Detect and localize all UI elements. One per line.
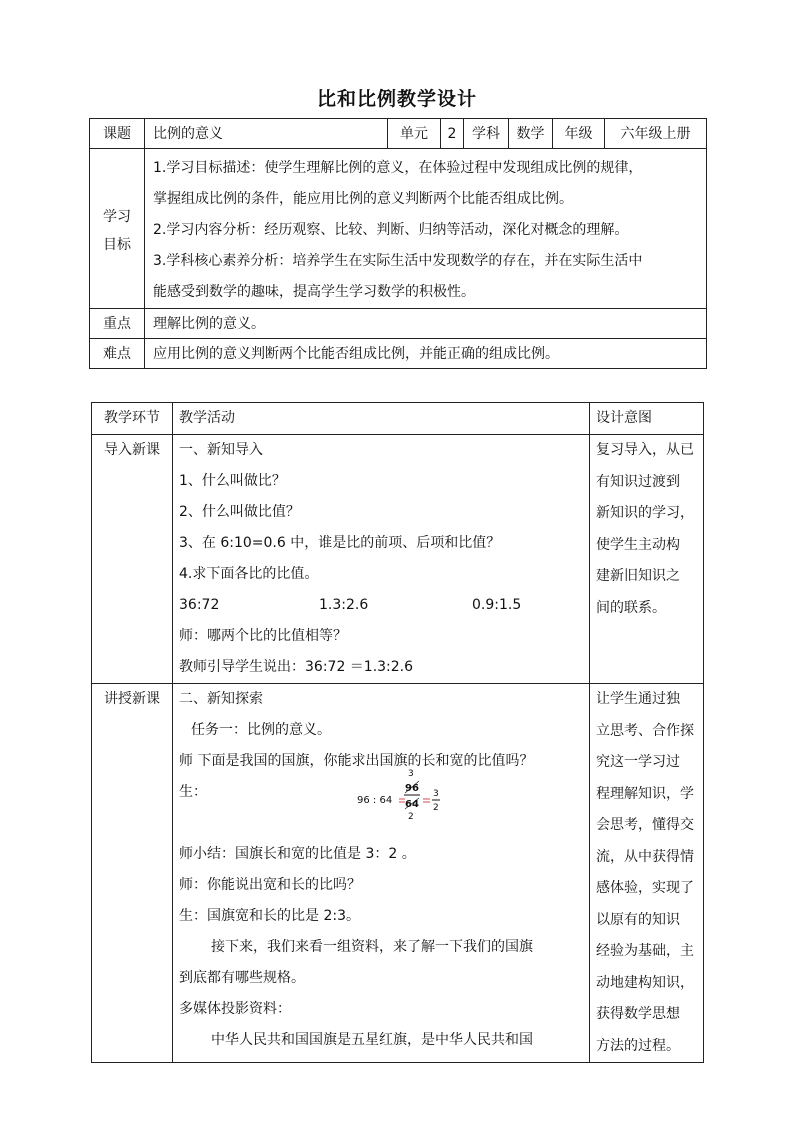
intent-line: 建新旧知识之 [596, 568, 680, 584]
teaching-process-table [91, 402, 704, 1063]
activity-line: 生： [179, 784, 207, 800]
lesson-info-table [89, 118, 707, 369]
activity-line: 师 下面是我国的国旗，你能求出国旗的长和宽的比值吗？ [179, 753, 534, 769]
goal-line: 1.学习目标描述：使学生理解比例的意义，在体验过程中发现组成比例的规律， [153, 160, 643, 176]
lesson-label: 课题 [90, 119, 145, 149]
activity-new [173, 684, 590, 1063]
key-label: 重点 [90, 309, 145, 339]
activity-line: 任务一：比例的意义。 [191, 722, 331, 738]
unit-value: 2 [441, 119, 464, 149]
goal-line: 掌握组成比例的条件，能应用比例的意义判断两个比能否组成比例。 [153, 191, 573, 207]
header-intent: 设计意图 [590, 403, 704, 435]
formula-result-den: 2 [433, 803, 439, 813]
activity-line: 3、在 6:10=0.6 中，谁是比的前项、后项和比值？ [179, 535, 501, 551]
goal-line: 3.学科核心素养分析：培养学生在实际生活中发现数学的存在，并在实际生活中 [153, 253, 643, 269]
intent-line: 方法的过程。 [596, 1037, 680, 1054]
subject-label: 学科 [464, 119, 509, 149]
difficulty-value: 应用比例的意义判断两个比能否组成比例，并能正确的组成比例。 [145, 339, 707, 369]
intent-line: 新知识的学习， [596, 505, 694, 521]
intent-line: 复习导入，从已 [596, 442, 694, 458]
formula-den: 64 [405, 799, 419, 810]
ratio-item: 36:72 [179, 597, 220, 613]
ratio-item: 1.3:2.6 [319, 597, 369, 613]
activity-line: 师小结：国旗长和宽的比值是 3：2 。 [179, 846, 416, 862]
activity-line: 教师引导学生说出：36:72 ＝1.3:2.6 [179, 659, 414, 675]
intent-line: 有知识过渡到 [596, 473, 680, 490]
intent-line: 流，从中获得情 [596, 848, 694, 865]
intent-line: 让学生通过独 [596, 691, 680, 707]
grade-value: 六年级上册 [605, 119, 707, 149]
activity-line: 多媒体投影资料： [179, 1001, 291, 1017]
intent-line: 间的联系。 [596, 599, 666, 616]
formula-den-small: 2 [408, 812, 414, 822]
intent-line: 立思考、合作探 [596, 722, 694, 739]
formula-left: 96 : 64 [357, 795, 393, 806]
stage-new: 讲授新课 [92, 684, 173, 1063]
page-title: 比和比例教学设计 [316, 88, 477, 110]
intent-line: 使学生主动构 [596, 536, 680, 553]
intent-line: 感体验，实现了 [596, 880, 694, 896]
ratio-formula [357, 767, 467, 831]
activity-line: 2、什么叫做比值？ [179, 504, 300, 520]
activity-line: 到底都有哪些规格。 [179, 970, 305, 986]
header-activity: 教学活动 [173, 403, 590, 435]
intent-new [590, 684, 704, 1063]
intent-line: 究这一学习过 [596, 754, 680, 770]
header-stage: 教学环节 [92, 403, 173, 435]
activity-line: 4.求下面各比的比值。 [179, 566, 319, 582]
activity-line: 二、新知探索 [179, 691, 263, 707]
grade-label: 年级 [553, 119, 605, 149]
ratio-formula-row [179, 769, 586, 839]
formula-result-num: 3 [433, 789, 439, 799]
lesson-value: 比例的意义 [145, 119, 388, 149]
intent-line: 程理解知识，学 [596, 785, 694, 802]
goal-line: 能感受到数学的趣味，提高学生学习数学的积极性。 [153, 284, 475, 300]
activity-intro [173, 435, 590, 684]
intent-line: 获得数学思想 [596, 1006, 680, 1022]
intent-line: 会思考，懂得交 [596, 817, 694, 833]
formula-num: 96 [405, 783, 419, 794]
difficulty-label: 难点 [90, 339, 145, 369]
goals-label: 学习 目标 [90, 149, 145, 309]
key-value: 理解比例的意义。 [145, 309, 707, 339]
goal-line: 2.学习内容分析：经历观察、比较、判断、归纳等活动，深化对概念的理解。 [153, 222, 629, 238]
intent-line: 经验为基础，主 [596, 943, 694, 959]
intent-line: 以原有的知识 [596, 911, 680, 928]
activity-line: 接下来，我们来看一组资料，来了解一下我们的国旗 [211, 939, 533, 955]
formula-num-small: 3 [408, 769, 414, 779]
activity-line: 生：国旗宽和长的比是 2:3。 [179, 908, 360, 924]
subject-value: 数学 [509, 119, 553, 149]
intent-line: 动地建构知识， [596, 974, 694, 991]
activity-line: 师：哪两个比的比值相等？ [179, 628, 347, 644]
activity-line: 中华人民共和国国旗是五星红旗，是中华人民共和国 [211, 1032, 533, 1048]
stage-intro: 导入新课 [92, 435, 173, 684]
goals-content [145, 149, 707, 309]
activity-line: 师：你能说出宽和长的比吗？ [179, 877, 361, 893]
ratio-list [179, 590, 586, 621]
activity-line: 一、新知导入 [179, 442, 263, 458]
intent-intro [590, 435, 704, 684]
ratio-item: 0.9:1.5 [472, 597, 522, 613]
unit-label: 单元 [388, 119, 441, 149]
activity-line: 1、什么叫做比？ [179, 473, 286, 489]
